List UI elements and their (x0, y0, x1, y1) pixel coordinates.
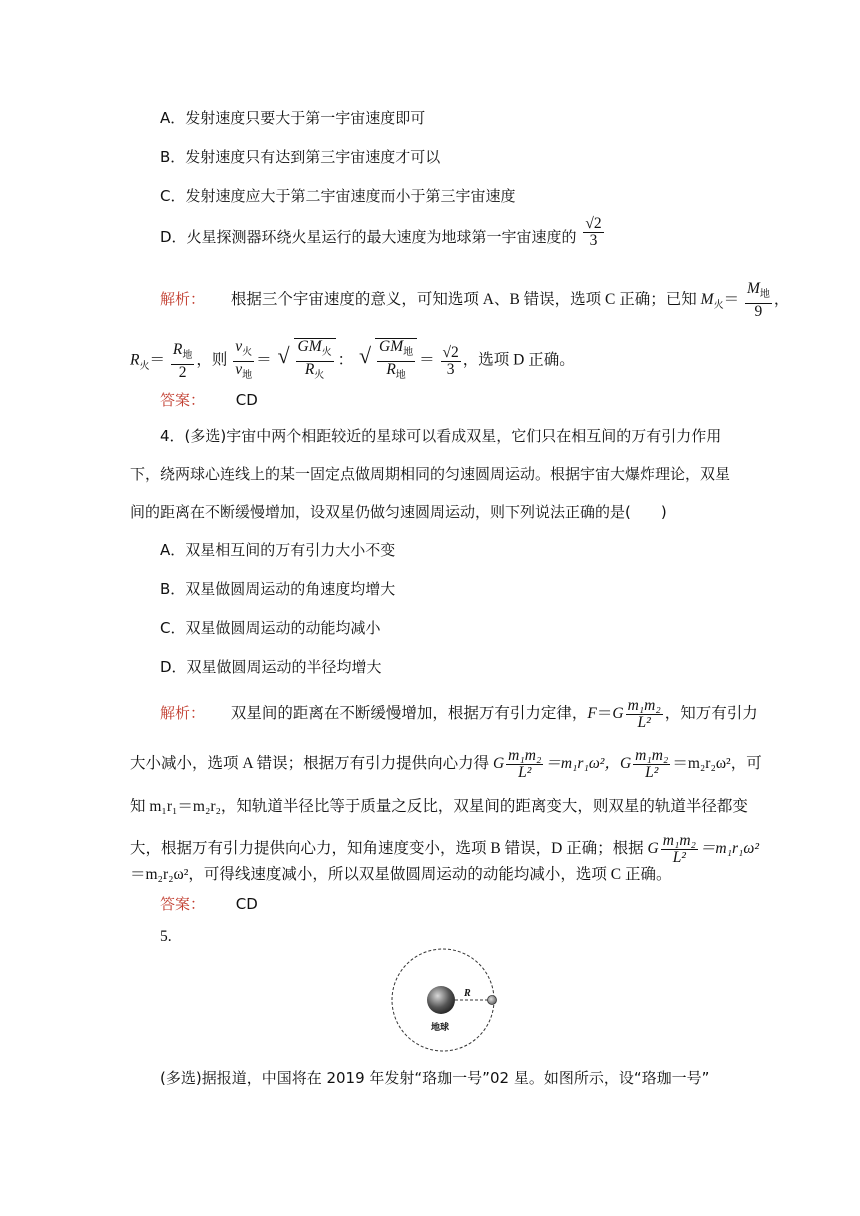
var-v: v (235, 360, 243, 378)
sol4-l4b: ＝m₁r₁ω² (699, 840, 760, 858)
var-R: R (172, 340, 183, 358)
solution-4-line2 (130, 748, 762, 781)
eq-sign: ＝ (596, 705, 613, 723)
frac-den: L² (518, 764, 532, 781)
m1m2-over-L2 (506, 748, 543, 781)
m1m2-over-L2 (626, 698, 663, 731)
analysis-label: 解析： (160, 704, 206, 723)
sol3-tail: ，选项 D 正确。 (462, 351, 575, 369)
sol4-l4a: 大，根据万有引力提供向心力，知角速度变小，选项 B 错误，D 正确；根据 (130, 840, 648, 858)
answer-label: 答案： (160, 895, 206, 913)
option-d-text: D．火星探测器环绕火星运行的最大速度为地球第一宇宙速度的 (160, 228, 577, 246)
sub-huo: 火 (314, 370, 325, 382)
M-over-9 (745, 281, 772, 320)
sub-di: 地 (403, 347, 414, 359)
colon: ： (337, 351, 354, 369)
sol4-r2w: ＝m₂r₂ω²，可 (672, 755, 762, 773)
var-F: F (587, 705, 597, 723)
sub-di: 地 (395, 370, 406, 382)
q5-number: 5. (160, 928, 172, 945)
orbit-diagram (388, 948, 498, 1058)
option-c: C．发射速度应大于第二宇宙速度而小于第三宇宙速度 (160, 187, 516, 205)
sol4-l2a: 大小减小，选项 A 错误；根据万有引力提供向心力得 (130, 755, 493, 773)
eq-sign: ＝ (419, 351, 435, 369)
eq-sign: ＝ (256, 351, 272, 369)
frac-num: m₁m₂ (508, 747, 542, 764)
nine: 9 (754, 303, 763, 321)
q4-line3: 间的距离在不断缓慢增加，设双星仍做匀速圆周运动，则下列说法正确的是( ) (130, 503, 667, 521)
earth-icon (427, 986, 455, 1014)
option-b: B．发射速度只有达到第三宇宙速度才可以 (160, 148, 441, 166)
frac-den: L² (645, 764, 659, 781)
answer-value: CD (235, 895, 258, 913)
frac-num: m₁m₂ (662, 832, 696, 849)
sol3-text: 根据三个宇宙速度的意义，可知选项 A、B 错误，选项 C 正确；已知 (230, 291, 701, 309)
solution-4-line5: ＝m₂r₂ω²，可得线速度减小，所以双星做圆周运动的动能均减小，选项 C 正确。 (130, 866, 672, 883)
answer-3 (160, 390, 258, 410)
q4-option-c: C．双星做圆周运动的动能均减小 (160, 619, 381, 637)
q5-text: (多选)据报道，中国将在 2019 年发射“珞珈一号”02 星。如图所示，设“珞珈一号” (160, 1069, 710, 1087)
sub-huo: 火 (321, 347, 332, 359)
radius-label: R (464, 988, 471, 999)
sub-di: 地 (759, 289, 770, 301)
eq-sign: ＝ (149, 351, 165, 369)
var-R: R (386, 361, 396, 379)
var-v: v (235, 337, 243, 355)
frac-den: 3 (446, 360, 455, 378)
sol4-l1b: ，知万有引力 (664, 705, 758, 723)
var-M: M (700, 291, 714, 309)
var-R: R (130, 351, 140, 369)
solution-4-line4 (130, 833, 759, 866)
q4-line1: 4．(多选)宇宙中两个相距较近的星球可以看成双星，它们只在相互间的万有引力作用 (160, 427, 722, 445)
var-R: R (304, 361, 315, 379)
solution-4-line3: 知 m₁r₁＝m₂r₂，知轨道半径比等于质量之反比，双星间的距离变大，则双星的轨道半径都变 (130, 798, 748, 815)
q4-option-b: B．双星做圆周运动的角速度均增大 (160, 580, 396, 598)
two: 2 (178, 363, 187, 381)
m1m2-over-L2 (661, 833, 698, 866)
sol4-r1w: ＝m₁r₁ω²， (545, 755, 620, 773)
analysis-label: 解析： (160, 290, 206, 309)
v-ratio (233, 339, 254, 384)
var-GM: GM (379, 338, 404, 355)
solution-3-line1: 解析： 根据三个宇宙速度的意义，可知选项 A、B 错误，选项 C 正确；已知 $M_火=$ $\frac{M_地}{9}$ ， (160, 280, 790, 321)
satellite-icon (488, 996, 497, 1005)
answer-label: 答案： (160, 391, 206, 409)
sqrt2-over-3-result (441, 345, 461, 378)
m1m2-over-L2 (633, 748, 670, 781)
frac-num: √2 (585, 215, 602, 232)
sqrt2-over-3 (583, 216, 603, 249)
sub-di: 地 (242, 369, 253, 381)
q4-option-a: A．双星相互间的万有引力大小不变 (160, 541, 396, 559)
var-G: G (619, 755, 632, 773)
sub-di: 地 (182, 349, 193, 361)
eq-sign: ＝ (723, 291, 740, 309)
earth-label: 地球 (431, 1023, 450, 1033)
answer-4 (160, 894, 258, 914)
option-d (160, 215, 606, 249)
sqrt-gm-huo: √ $\frac{GM_火}{R_火}$ (278, 338, 336, 384)
var-GM: GM (297, 338, 322, 355)
var-G: G (492, 755, 505, 773)
frac-num: √2 (442, 343, 459, 361)
sqrt-gm-di: √ $\frac{GM_地}{R_地}$ (359, 338, 417, 384)
var-M: M (746, 280, 760, 297)
option-a: A．发射速度只要大于第一宇宙速度即可 (160, 109, 426, 127)
sol4-l1a: 双星间的距离在不断缓慢增加，根据万有引力定律， (230, 705, 588, 723)
R-over-2 (171, 342, 194, 381)
ze-text: ，则 (196, 351, 228, 369)
var-G: G (647, 840, 659, 858)
frac-num: m₁m₂ (627, 697, 661, 714)
q4-line2: 下，绕两球心连线上的某一固定点做周期相同的匀速圆周运动。根据宇宙大爆炸理论，双星 (130, 465, 731, 483)
sub-huo: 火 (139, 360, 150, 372)
var-G: G (612, 705, 624, 723)
sub-huo: 火 (242, 346, 253, 358)
solution-4-line1 (160, 698, 758, 731)
q4-option-d: D．双星做圆周运动的半径均增大 (160, 658, 382, 676)
sub-huo: 火 (713, 300, 724, 312)
frac-den: L² (637, 714, 651, 731)
frac-den: 3 (589, 232, 598, 249)
frac-den: L² (672, 849, 686, 866)
frac-num: m₁m₂ (635, 747, 669, 764)
solution-3-line2 (130, 338, 575, 384)
answer-value: CD (235, 391, 258, 409)
